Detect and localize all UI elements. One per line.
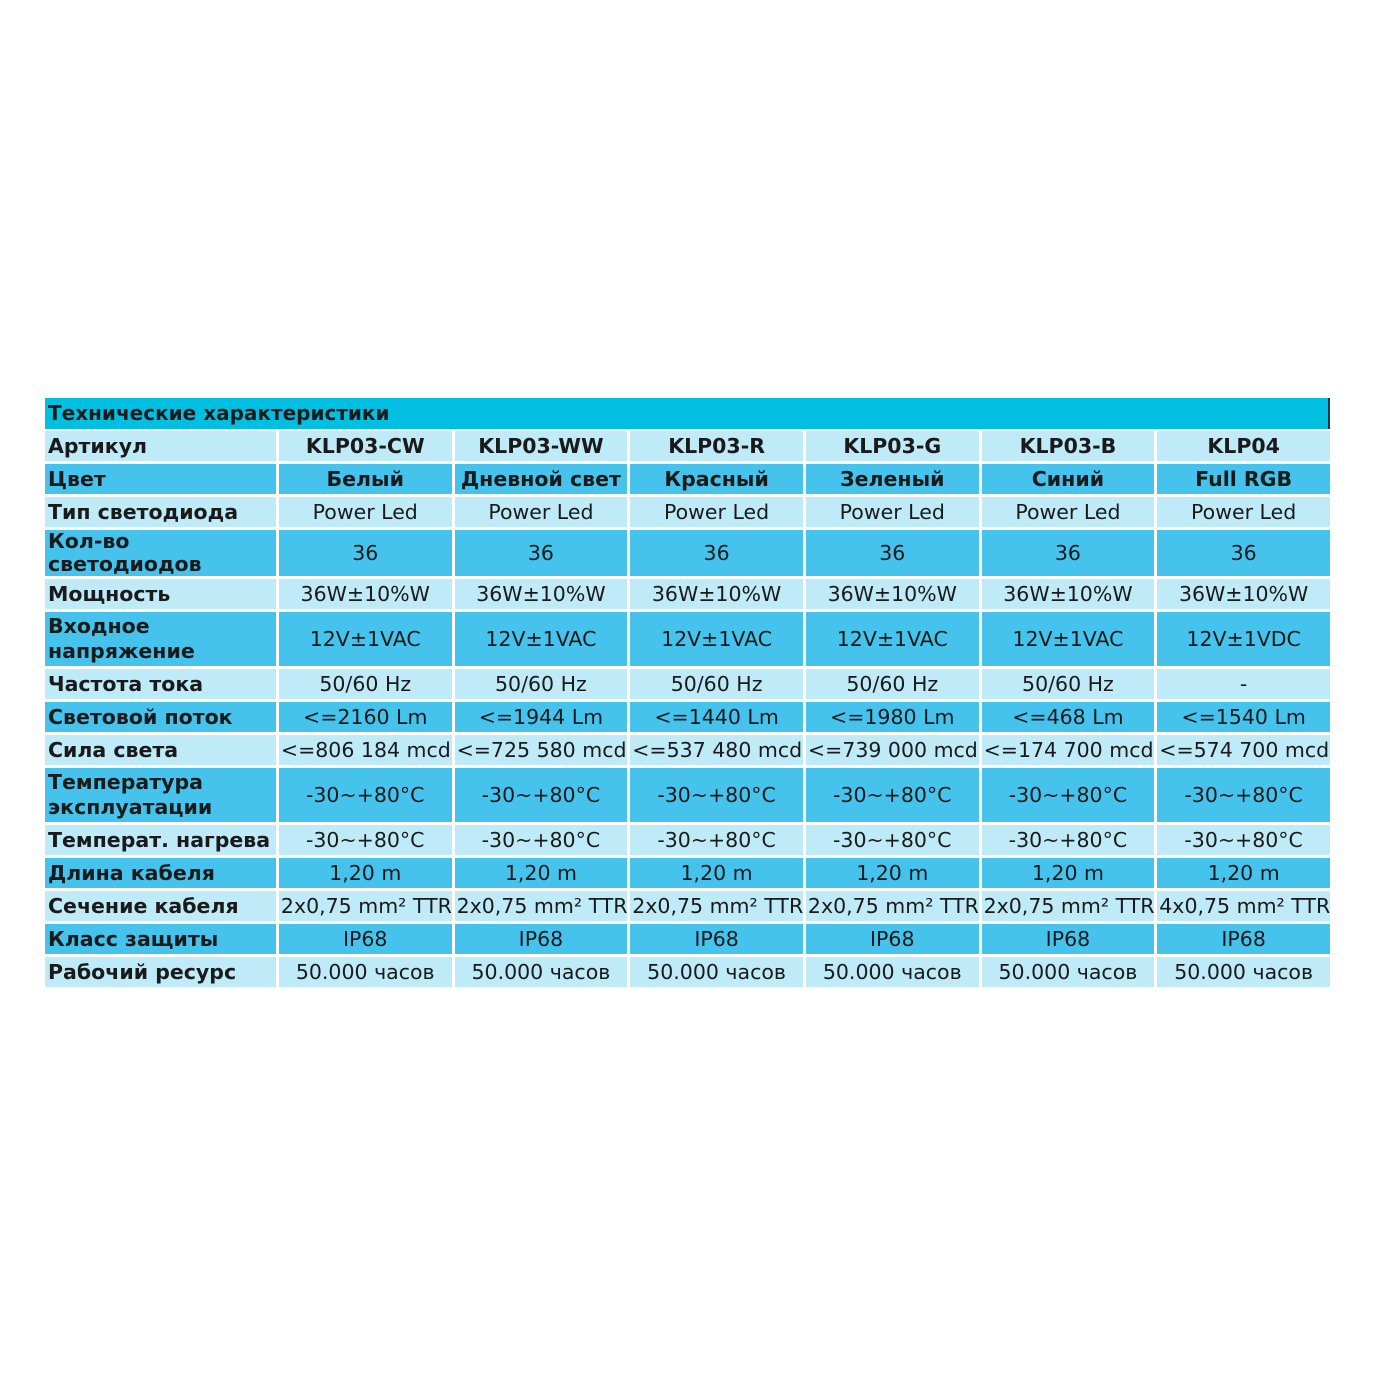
- cell: Power Led: [1157, 497, 1330, 527]
- cell: <=537 480 mcd: [630, 735, 803, 765]
- cell: <=1440 Lm: [630, 702, 803, 732]
- cell: 50.000 часов: [279, 957, 452, 987]
- cell: 36: [279, 530, 452, 576]
- cell: 2x0,75 mm² TTR: [455, 891, 628, 921]
- cell: 36W±10%W: [1157, 579, 1330, 609]
- row-label: Сила света: [45, 735, 276, 765]
- cell: KLP03-B: [982, 431, 1155, 461]
- cell: 36W±10%W: [982, 579, 1155, 609]
- cell: <=725 580 mcd: [455, 735, 628, 765]
- cell: KLP03-CW: [279, 431, 452, 461]
- spec-table: [42, 428, 1333, 990]
- table-row-led-count: [45, 530, 1330, 576]
- cell: 50/60 Hz: [806, 669, 979, 699]
- cell: -30~+80°C: [279, 768, 452, 822]
- row-label: Световой поток: [45, 702, 276, 732]
- cell: <=2160 Lm: [279, 702, 452, 732]
- cell: Дневной свет: [455, 464, 628, 494]
- cell: KLP03-WW: [455, 431, 628, 461]
- cell: 12V±1VAC: [982, 612, 1155, 666]
- row-label: Длина кабеля: [45, 858, 276, 888]
- cell: 2x0,75 mm² TTR: [806, 891, 979, 921]
- table-row-luminous-intensity: [45, 735, 1330, 765]
- cell: Белый: [279, 464, 452, 494]
- cell: <=806 184 mcd: [279, 735, 452, 765]
- table-row-article: [45, 431, 1330, 461]
- cell: IP68: [279, 924, 452, 954]
- cell: Синий: [982, 464, 1155, 494]
- cell: IP68: [630, 924, 803, 954]
- table-row-luminous-flux: [45, 702, 1330, 732]
- cell: KLP03-G: [806, 431, 979, 461]
- cell: <=1540 Lm: [1157, 702, 1330, 732]
- cell: 50.000 часов: [806, 957, 979, 987]
- cell: 50.000 часов: [1157, 957, 1330, 987]
- cell: 36W±10%W: [279, 579, 452, 609]
- cell: <=468 Lm: [982, 702, 1155, 732]
- cell: <=574 700 mcd: [1157, 735, 1330, 765]
- cell: <=174 700 mcd: [982, 735, 1155, 765]
- cell: 36: [630, 530, 803, 576]
- cell: Full RGB: [1157, 464, 1330, 494]
- spec-table-container: [45, 398, 1330, 990]
- table-row-cable-length: [45, 858, 1330, 888]
- table-row-color: [45, 464, 1330, 494]
- cell: -30~+80°C: [982, 768, 1155, 822]
- row-label: Частота тока: [45, 669, 276, 699]
- cell: Красный: [630, 464, 803, 494]
- cell: 1,20 m: [806, 858, 979, 888]
- cell: 50/60 Hz: [279, 669, 452, 699]
- row-label: Сечение кабеля: [45, 891, 276, 921]
- table-row-frequency: [45, 669, 1330, 699]
- cell: -30~+80°C: [455, 825, 628, 855]
- cell: -30~+80°C: [630, 825, 803, 855]
- row-label: Артикул: [45, 431, 276, 461]
- cell: -30~+80°C: [982, 825, 1155, 855]
- cell: -30~+80°C: [630, 768, 803, 822]
- cell: 12V±1VAC: [279, 612, 452, 666]
- cell: 36W±10%W: [630, 579, 803, 609]
- table-row-operating-temperature: [45, 768, 1330, 822]
- cell: 36: [455, 530, 628, 576]
- cell: 36W±10%W: [806, 579, 979, 609]
- cell: 12V±1VAC: [455, 612, 628, 666]
- row-label: Температ. нагрева: [45, 825, 276, 855]
- row-label: Мощность: [45, 579, 276, 609]
- cell: 4x0,75 mm² TTR: [1157, 891, 1330, 921]
- cell: Зеленый: [806, 464, 979, 494]
- table-row-cable-section: [45, 891, 1330, 921]
- table-row-service-life: [45, 957, 1330, 987]
- cell: 36: [1157, 530, 1330, 576]
- cell: -30~+80°C: [1157, 825, 1330, 855]
- row-label: Цвет: [45, 464, 276, 494]
- cell: Power Led: [806, 497, 979, 527]
- cell: -30~+80°C: [455, 768, 628, 822]
- cell: -30~+80°C: [279, 825, 452, 855]
- cell: Power Led: [630, 497, 803, 527]
- row-label: Класс защиты: [45, 924, 276, 954]
- cell: 1,20 m: [455, 858, 628, 888]
- row-label: Температура эксплуатации: [45, 768, 276, 822]
- cell: 2x0,75 mm² TTR: [279, 891, 452, 921]
- cell: <=1980 Lm: [806, 702, 979, 732]
- cell: 36W±10%W: [455, 579, 628, 609]
- table-row-led-type: [45, 497, 1330, 527]
- cell: -30~+80°C: [1157, 768, 1330, 822]
- cell: Power Led: [982, 497, 1155, 527]
- spec-table-title: Технические характеристики: [45, 398, 1330, 429]
- cell: 36: [806, 530, 979, 576]
- table-row-power: [45, 579, 1330, 609]
- row-label: Кол-во светодиодов: [45, 530, 276, 576]
- cell: Power Led: [279, 497, 452, 527]
- cell: 12V±1VAC: [806, 612, 979, 666]
- row-label: Рабочий ресурс: [45, 957, 276, 987]
- cell: 1,20 m: [982, 858, 1155, 888]
- cell: KLP04: [1157, 431, 1330, 461]
- cell: 50/60 Hz: [982, 669, 1155, 699]
- cell: <=739 000 mcd: [806, 735, 979, 765]
- cell: 2x0,75 mm² TTR: [630, 891, 803, 921]
- cell: 1,20 m: [630, 858, 803, 888]
- cell: IP68: [806, 924, 979, 954]
- cell: -30~+80°C: [806, 825, 979, 855]
- cell: 50.000 часов: [455, 957, 628, 987]
- cell: <=1944 Lm: [455, 702, 628, 732]
- cell: 50.000 часов: [630, 957, 803, 987]
- cell: KLP03-R: [630, 431, 803, 461]
- cell: -: [1157, 669, 1330, 699]
- table-row-input-voltage: [45, 612, 1330, 666]
- cell: 12V±1VDC: [1157, 612, 1330, 666]
- cell: 50/60 Hz: [455, 669, 628, 699]
- cell: 50.000 часов: [982, 957, 1155, 987]
- cell: 1,20 m: [279, 858, 452, 888]
- cell: 1,20 m: [1157, 858, 1330, 888]
- row-label: Входное напряжение: [45, 612, 276, 666]
- table-row-protection-class: [45, 924, 1330, 954]
- cell: IP68: [982, 924, 1155, 954]
- cell: -30~+80°C: [806, 768, 979, 822]
- cell: 2x0,75 mm² TTR: [982, 891, 1155, 921]
- cell: IP68: [455, 924, 628, 954]
- row-label: Тип светодиода: [45, 497, 276, 527]
- cell: 12V±1VAC: [630, 612, 803, 666]
- cell: 36: [982, 530, 1155, 576]
- table-row-heating-temperature: [45, 825, 1330, 855]
- cell: Power Led: [455, 497, 628, 527]
- cell: IP68: [1157, 924, 1330, 954]
- cell: 50/60 Hz: [630, 669, 803, 699]
- spec-table-body: [45, 431, 1330, 987]
